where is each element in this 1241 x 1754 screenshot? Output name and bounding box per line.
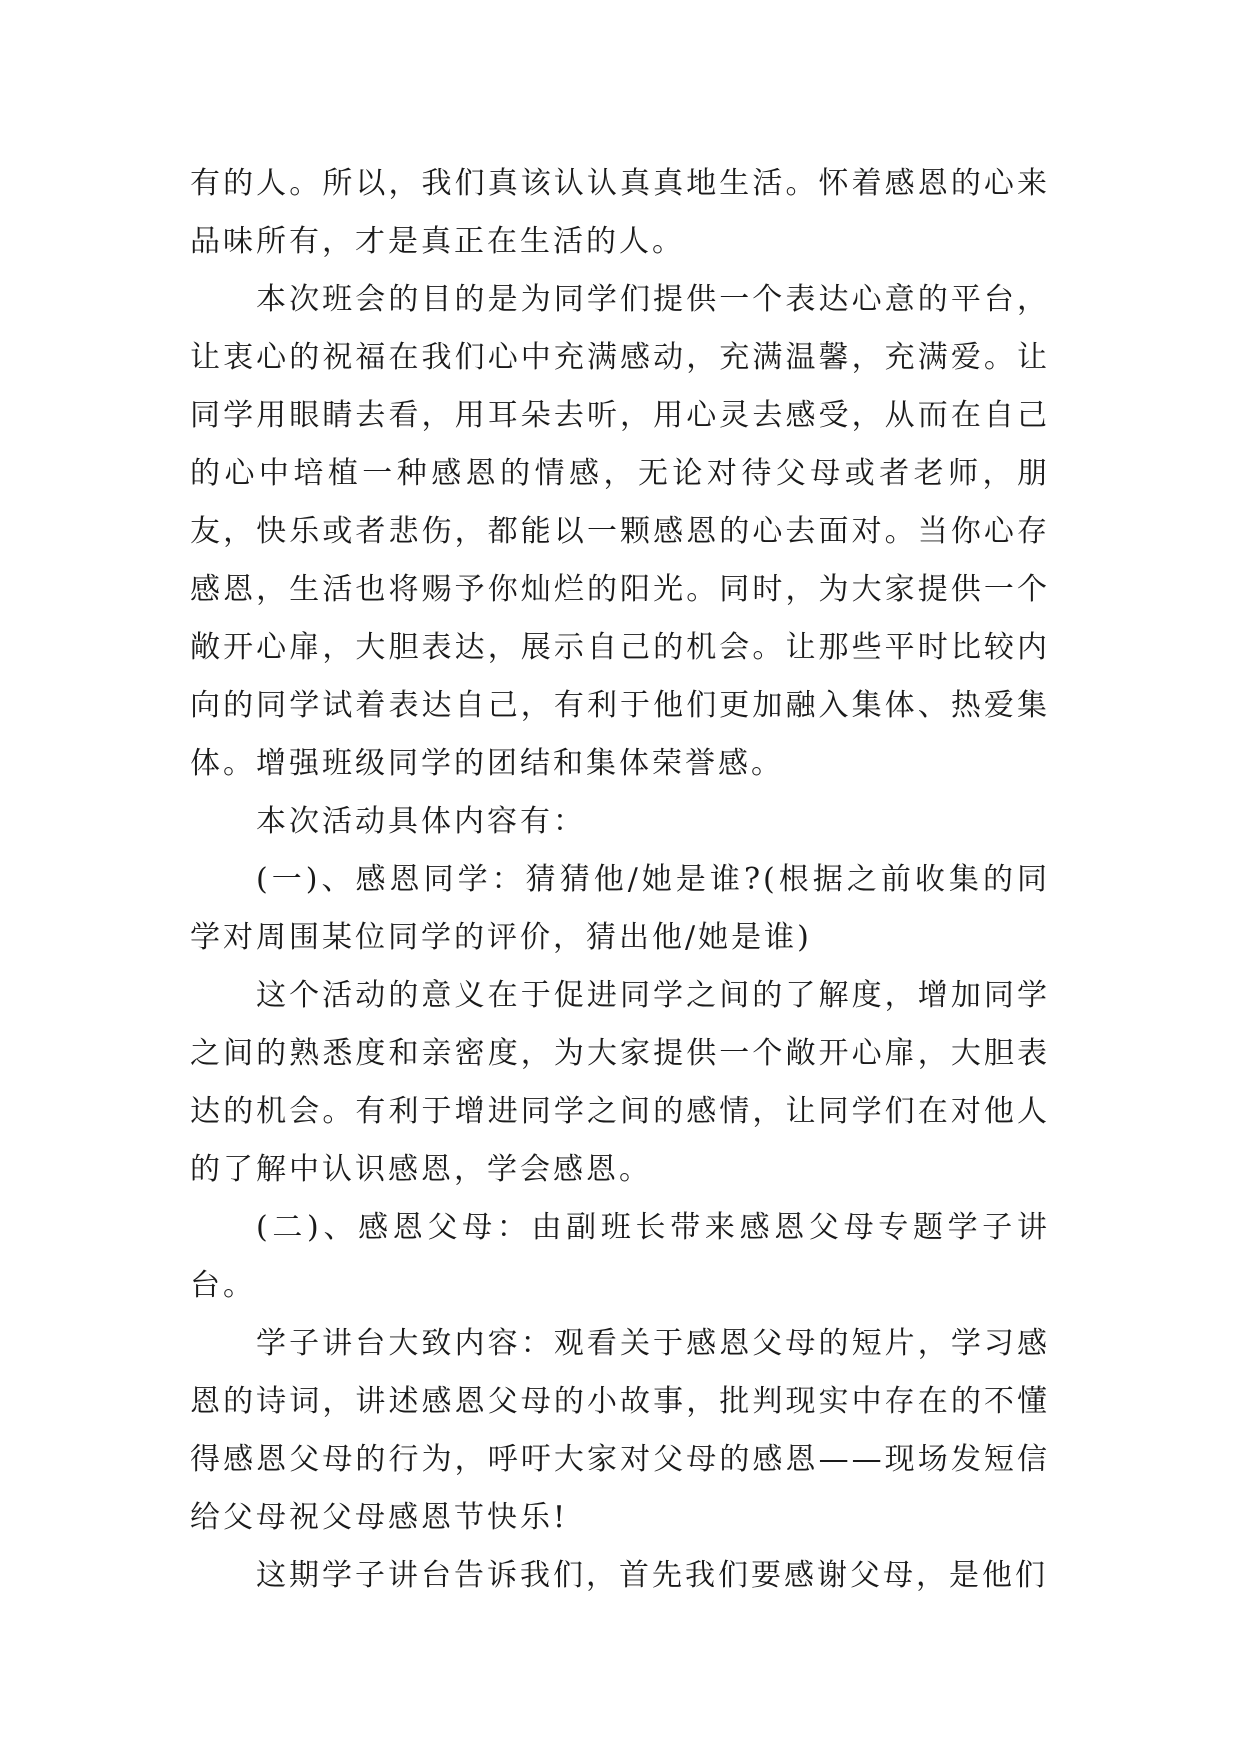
paragraph-6: (二)、感恩父母：由副班长带来感恩父母专题学子讲台。 — [190, 1210, 1050, 1303]
paragraph-1: 有的人。所以，我们真该认认真真地生活。怀着感恩的心来品味所有，才是真正在生活的人。 — [190, 166, 1050, 259]
document-page — [190, 155, 1050, 1605]
paragraph-4: (一)、感恩同学：猜猜他/她是谁?(根据之前收集的同学对周围某位同学的评价，猜出他/她是谁) — [190, 862, 1050, 955]
paragraph-8: 这期学子讲台告诉我们，首先我们要感谢父母，是他们 — [256, 1558, 1048, 1593]
paragraph-5: 这个活动的意义在于促进同学之间的了解度，增加同学之间的熟悉度和亲密度，为大家提供一个敞开心扉，大胆表达的机会。有利于增进同学之间的感情，让同学们在对他人的了解中认识感恩，学会感恩。 — [190, 978, 1050, 1187]
paragraph-7: 学子讲台大致内容：观看关于感恩父母的短片，学习感恩的诗词，讲述感恩父母的小故事，批判现实中存在的不懂得感恩父母的行为，呼吁大家对父母的感恩——现场发短信给父母祝父母感恩节快乐! — [190, 1326, 1050, 1535]
paragraph-3: 本次活动具体内容有： — [256, 804, 586, 839]
paragraph-2: 本次班会的目的是为同学们提供一个表达心意的平台，让衷心的祝福在我们心中充满感动，充满温馨，充满爱。让同学用眼睛去看，用耳朵去听，用心灵去感受，从而在自己的心中培植一种感恩的情感，无论对待父母或者老师，朋友，快乐或者悲伤，都能以一颗感恩的心去面对。当你心存感恩，生活也将赐予你灿烂的阳光。同时，为大家提供一个敞开心扉，大胆表达，展示自己的机会。让那些平时比较内向的同学试着表达自己，有利于他们更加融入集体、热爱集体。增强班级同学的团结和集体荣誉感。 — [190, 282, 1050, 781]
